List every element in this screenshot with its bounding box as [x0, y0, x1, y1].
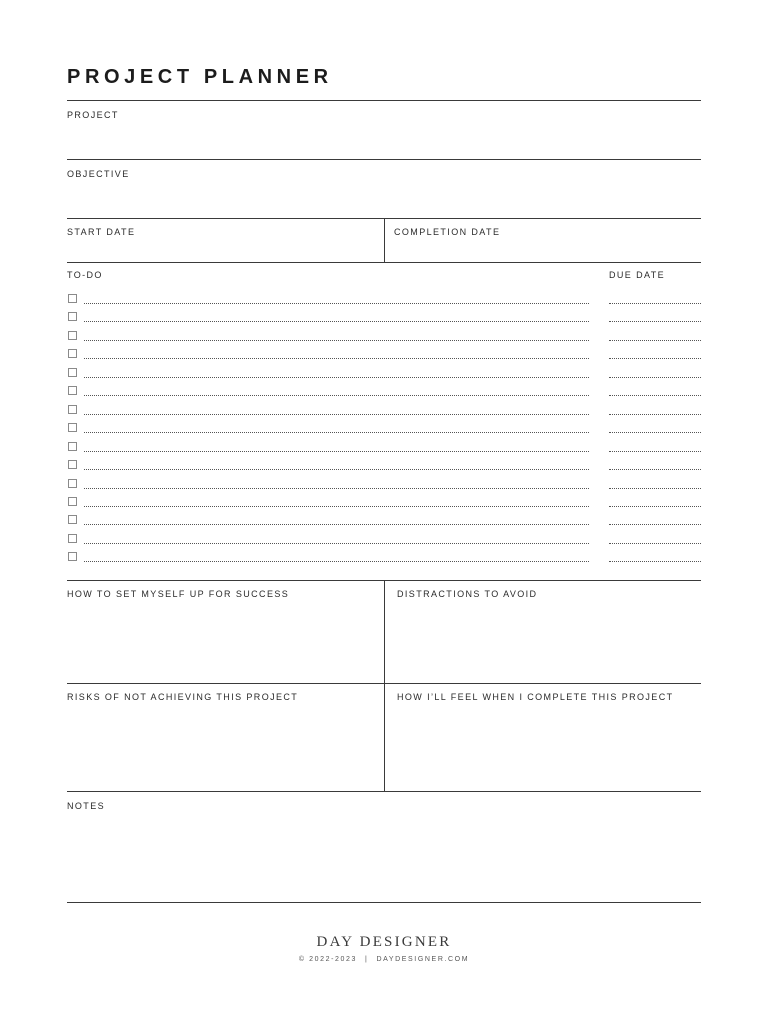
project-field[interactable]: [67, 124, 701, 158]
todo-line[interactable]: [84, 469, 589, 470]
todo-checkbox[interactable]: [68, 331, 77, 340]
todo-row: [67, 478, 701, 492]
todo-line[interactable]: [84, 340, 589, 341]
todo-line[interactable]: [84, 321, 589, 322]
todo-checkbox[interactable]: [68, 349, 77, 358]
divider-middle: [67, 683, 701, 684]
due-date-header: DUE DATE: [609, 270, 666, 280]
todo-line[interactable]: [84, 377, 589, 378]
todo-row: [67, 311, 701, 325]
completion-date-field[interactable]: [386, 240, 701, 260]
brand-logo: DAY DESIGNER: [316, 934, 452, 950]
todo-checkbox[interactable]: [68, 386, 77, 395]
todo-checkbox[interactable]: [68, 312, 77, 321]
todo-row: [67, 551, 701, 565]
todo-line[interactable]: [84, 395, 589, 396]
footer-separator: |: [365, 956, 369, 963]
todo-checkbox[interactable]: [68, 368, 77, 377]
feelings-field[interactable]: [386, 706, 701, 790]
due-date-line[interactable]: [609, 340, 701, 341]
completion-date-label: COMPLETION DATE: [394, 227, 501, 237]
objective-field[interactable]: [67, 183, 701, 217]
distractions-label: DISTRACTIONS TO AVOID: [397, 589, 538, 599]
todo-row: [67, 385, 701, 399]
todo-checkbox[interactable]: [68, 497, 77, 506]
todo-row: [67, 533, 701, 547]
todo-checkbox[interactable]: [68, 552, 77, 561]
todo-line[interactable]: [84, 303, 589, 304]
divider-bottom: [67, 902, 701, 903]
todo-header: TO-DO: [67, 270, 103, 280]
due-date-line[interactable]: [609, 303, 701, 304]
todo-checkbox[interactable]: [68, 460, 77, 469]
website-link: DAYDESIGNER.COM: [376, 956, 470, 963]
todo-line[interactable]: [84, 506, 589, 507]
todo-line[interactable]: [84, 432, 589, 433]
due-date-line[interactable]: [609, 506, 701, 507]
todo-checkbox[interactable]: [68, 515, 77, 524]
sections-divider: [384, 580, 385, 791]
todo-row: [67, 348, 701, 362]
divider-dates: [67, 262, 701, 263]
todo-checkbox[interactable]: [68, 405, 77, 414]
todo-line[interactable]: [84, 414, 589, 415]
success-field[interactable]: [67, 603, 383, 681]
start-date-label: START DATE: [67, 227, 136, 237]
divider-project: [67, 159, 701, 160]
date-divider: [384, 218, 385, 262]
success-label: HOW TO SET MYSELF UP FOR SUCCESS: [67, 589, 290, 599]
todo-line[interactable]: [84, 451, 589, 452]
page-title: PROJECT PLANNER: [67, 66, 333, 88]
due-date-line[interactable]: [609, 561, 701, 562]
start-date-field[interactable]: [67, 240, 383, 260]
due-date-line[interactable]: [609, 377, 701, 378]
todo-row: [67, 496, 701, 510]
due-date-line[interactable]: [609, 432, 701, 433]
todo-row: [67, 514, 701, 528]
todo-row: [67, 459, 701, 473]
due-date-line[interactable]: [609, 451, 701, 452]
todo-checkbox[interactable]: [68, 423, 77, 432]
todo-line[interactable]: [84, 524, 589, 525]
due-date-line[interactable]: [609, 488, 701, 489]
todo-checkbox[interactable]: [68, 442, 77, 451]
project-label: PROJECT: [67, 110, 119, 120]
objective-label: OBJECTIVE: [67, 169, 130, 179]
todo-row: [67, 422, 701, 436]
divider-top: [67, 100, 701, 101]
todo-checkbox[interactable]: [68, 479, 77, 488]
due-date-line[interactable]: [609, 469, 701, 470]
copyright-text: © 2022-2023: [298, 956, 358, 963]
risks-field[interactable]: [67, 706, 383, 790]
risks-label: RISKS OF NOT ACHIEVING THIS PROJECT: [67, 692, 299, 702]
due-date-line[interactable]: [609, 414, 701, 415]
notes-field[interactable]: [67, 815, 701, 900]
todo-line[interactable]: [84, 488, 589, 489]
due-date-line[interactable]: [609, 543, 701, 544]
todo-row: [67, 404, 701, 418]
todo-row: [67, 330, 701, 344]
todo-line[interactable]: [84, 358, 589, 359]
todo-row: [67, 441, 701, 455]
footer-copyright: [0, 956, 768, 963]
due-date-line[interactable]: [609, 524, 701, 525]
feelings-label: HOW I’LL FEEL WHEN I COMPLETE THIS PROJECT: [397, 692, 674, 702]
due-date-line[interactable]: [609, 358, 701, 359]
todo-row: [67, 367, 701, 381]
todo-line[interactable]: [84, 561, 589, 562]
divider-notes: [67, 791, 701, 792]
distractions-field[interactable]: [386, 603, 701, 681]
todo-checkbox[interactable]: [68, 294, 77, 303]
due-date-line[interactable]: [609, 321, 701, 322]
todo-line[interactable]: [84, 543, 589, 544]
todo-checkbox[interactable]: [68, 534, 77, 543]
due-date-line[interactable]: [609, 395, 701, 396]
todo-row: [67, 293, 701, 307]
notes-label: NOTES: [67, 801, 106, 811]
